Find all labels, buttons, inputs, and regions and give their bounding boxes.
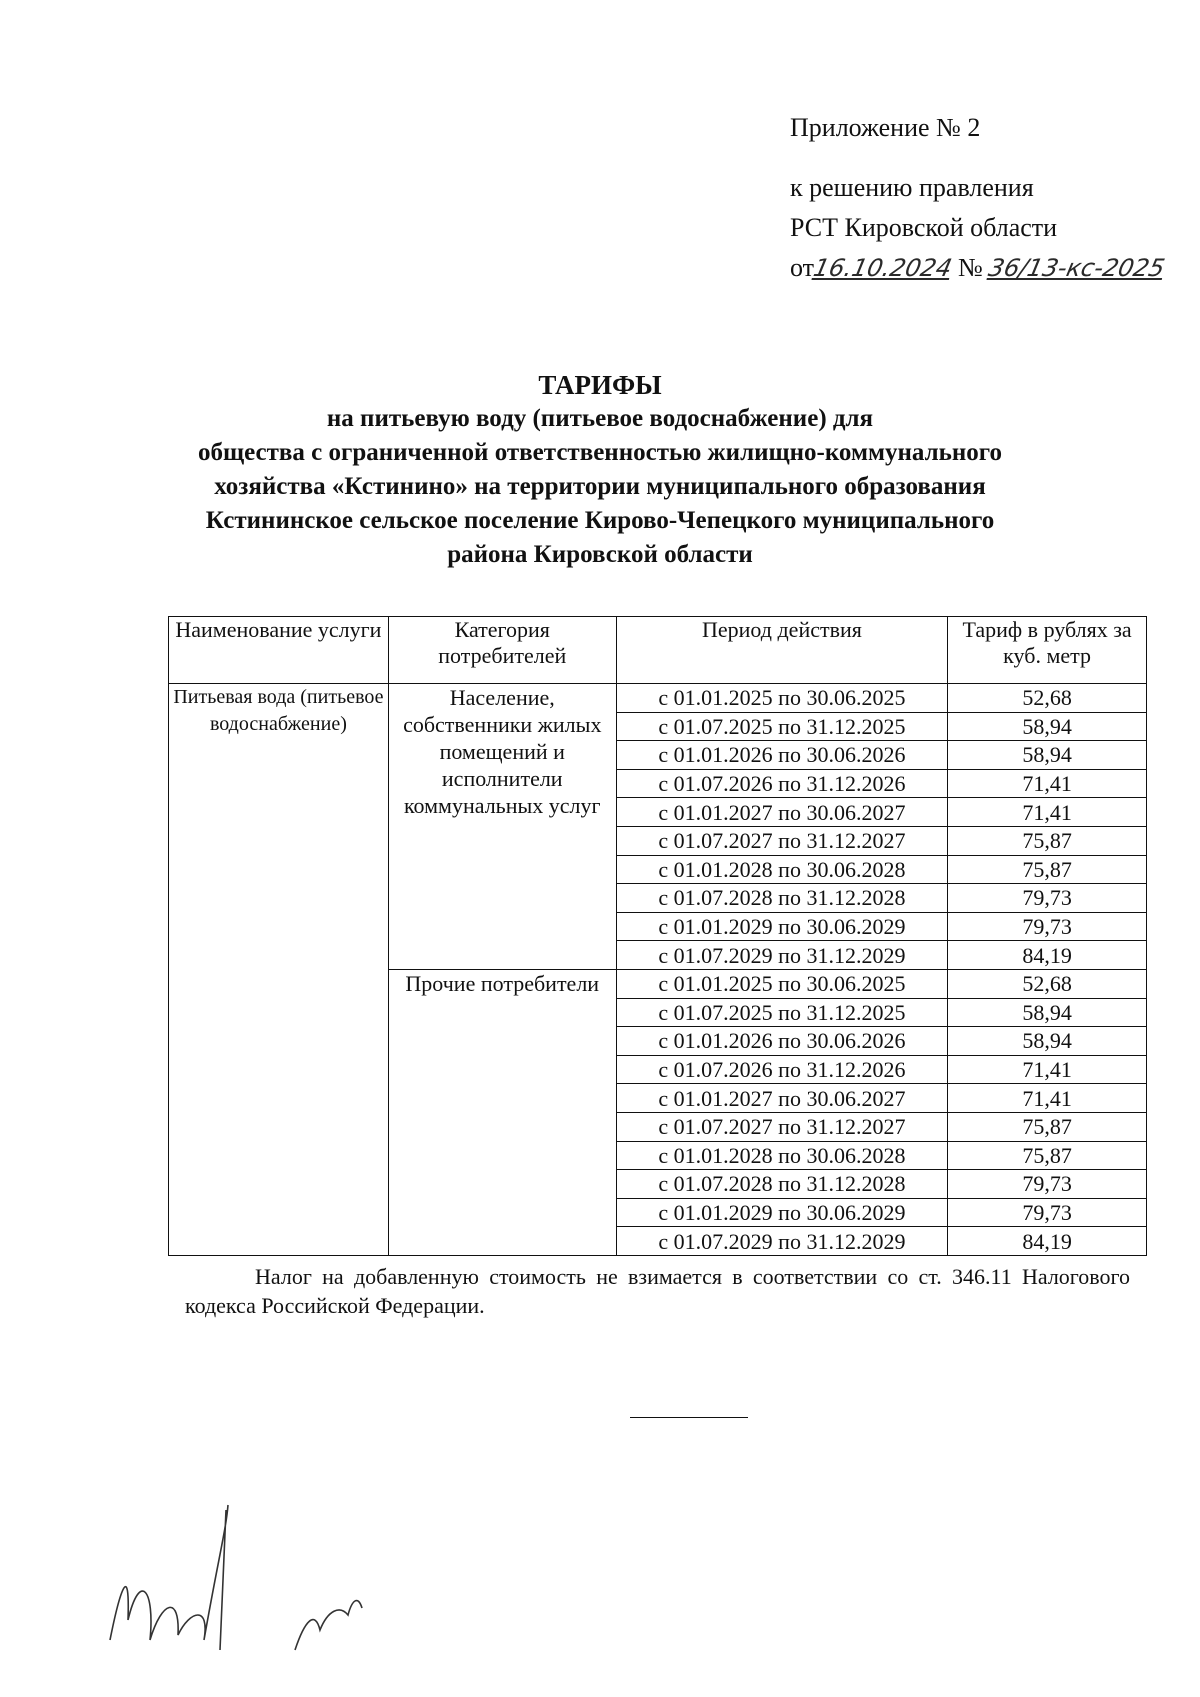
header-tariff: Тариф в рублях за куб. метр: [948, 617, 1147, 684]
tariff-cell: 79,73: [948, 1170, 1147, 1199]
period-cell: с 01.01.2025 по 30.06.2025: [616, 969, 948, 998]
divider-line: [630, 1417, 748, 1418]
period-cell: с 01.07.2026 по 31.12.2026: [616, 769, 948, 798]
period-cell: с 01.01.2027 по 30.06.2027: [616, 798, 948, 827]
period-cell: с 01.07.2028 по 31.12.2028: [616, 884, 948, 913]
period-cell: с 01.07.2027 по 31.12.2027: [616, 1112, 948, 1141]
signature-marks: [100, 1500, 420, 1670]
tariff-cell: 52,68: [948, 969, 1147, 998]
table-row: [169, 684, 1147, 713]
period-cell: с 01.01.2026 по 30.06.2026: [616, 741, 948, 770]
decision-ref: к решению правления: [790, 173, 1034, 202]
tariff-cell: 71,41: [948, 769, 1147, 798]
period-cell: с 01.01.2029 по 30.06.2029: [616, 912, 948, 941]
period-cell: с 01.01.2025 по 30.06.2025: [616, 684, 948, 713]
tariff-cell: 58,94: [948, 998, 1147, 1027]
title-line-1: на питьевую воду (питьевое водоснабжение) для: [326, 405, 874, 432]
tariff-cell: 71,41: [948, 1084, 1147, 1113]
service-cell: Питьевая вода (питьевое водоснабжение): [169, 684, 389, 1256]
period-cell: с 01.07.2029 по 31.12.2029: [616, 1227, 948, 1256]
handwritten-date: 16.10.2024: [811, 254, 955, 282]
tariff-cell: 71,41: [948, 1055, 1147, 1084]
tariff-cell: 58,94: [948, 1027, 1147, 1056]
header-category: Категория потребителей: [388, 617, 616, 684]
tariff-cell: 79,73: [948, 884, 1147, 913]
table-header-row: [169, 617, 1147, 684]
tariff-cell: 71,41: [948, 798, 1147, 827]
tariff-cell: 58,94: [948, 712, 1147, 741]
handwritten-number: 36/13-кс-2025: [986, 254, 1168, 282]
tariff-cell: 75,87: [948, 1141, 1147, 1170]
vat-note: Налог на добавленную стоимость не взимается в соответствии со ст. 346.11 Налогового кодекса Российской Федерации.: [185, 1264, 1130, 1318]
period-cell: с 01.07.2026 по 31.12.2026: [616, 1055, 948, 1084]
appendix-block: [790, 108, 1168, 288]
period-cell: с 01.01.2028 по 30.06.2028: [616, 1141, 948, 1170]
category-cell: Население, собственники жилых помещений и исполнители коммунальных услуг: [388, 684, 616, 970]
from-prefix: от: [790, 253, 815, 282]
header-period: Период действия: [616, 617, 948, 684]
tariff-cell: 75,87: [948, 855, 1147, 884]
tariff-cell: 58,94: [948, 741, 1147, 770]
period-cell: с 01.07.2025 по 31.12.2025: [616, 998, 948, 1027]
period-cell: с 01.01.2026 по 30.06.2026: [616, 1027, 948, 1056]
title-main: ТАРИФЫ: [538, 370, 662, 400]
signature-1: [110, 1505, 228, 1650]
period-cell: с 01.07.2029 по 31.12.2029: [616, 941, 948, 970]
signature-2: [295, 1601, 362, 1650]
title-line-4: Кстининское сельское поселение Кирово-Чепецкого муниципального: [205, 507, 995, 534]
tariff-cell: 75,87: [948, 1112, 1147, 1141]
number-prefix: №: [957, 253, 983, 282]
document-title: [140, 368, 1060, 572]
tariff-cell: 75,87: [948, 826, 1147, 855]
table-body: [169, 684, 1147, 1256]
title-line-2: общества с ограниченной ответственностью жилищно-коммунального: [197, 439, 1003, 466]
period-cell: с 01.07.2025 по 31.12.2025: [616, 712, 948, 741]
tariff-cell: 79,73: [948, 1198, 1147, 1227]
period-cell: с 01.01.2029 по 30.06.2029: [616, 1198, 948, 1227]
header-service: Наименование услуги: [169, 617, 389, 684]
authority-name: РСТ Кировской области: [790, 213, 1058, 242]
title-line-3: хозяйства «Кстинино» на территории муниципального образования: [214, 473, 986, 500]
period-cell: с 01.07.2027 по 31.12.2027: [616, 826, 948, 855]
tariff-cell: 84,19: [948, 941, 1147, 970]
period-cell: с 01.01.2027 по 30.06.2027: [616, 1084, 948, 1113]
period-cell: с 01.07.2028 по 31.12.2028: [616, 1170, 948, 1199]
tariff-cell: 52,68: [948, 684, 1147, 713]
tariff-cell: 84,19: [948, 1227, 1147, 1256]
category-cell: Прочие потребители: [388, 969, 616, 1255]
tariff-table: [168, 616, 1147, 1256]
period-cell: с 01.01.2028 по 30.06.2028: [616, 855, 948, 884]
appendix-number: Приложение № 2: [790, 113, 981, 142]
tariff-cell: 79,73: [948, 912, 1147, 941]
title-line-5: района Кировской области: [447, 541, 753, 568]
decision-date-line: [790, 248, 1168, 288]
